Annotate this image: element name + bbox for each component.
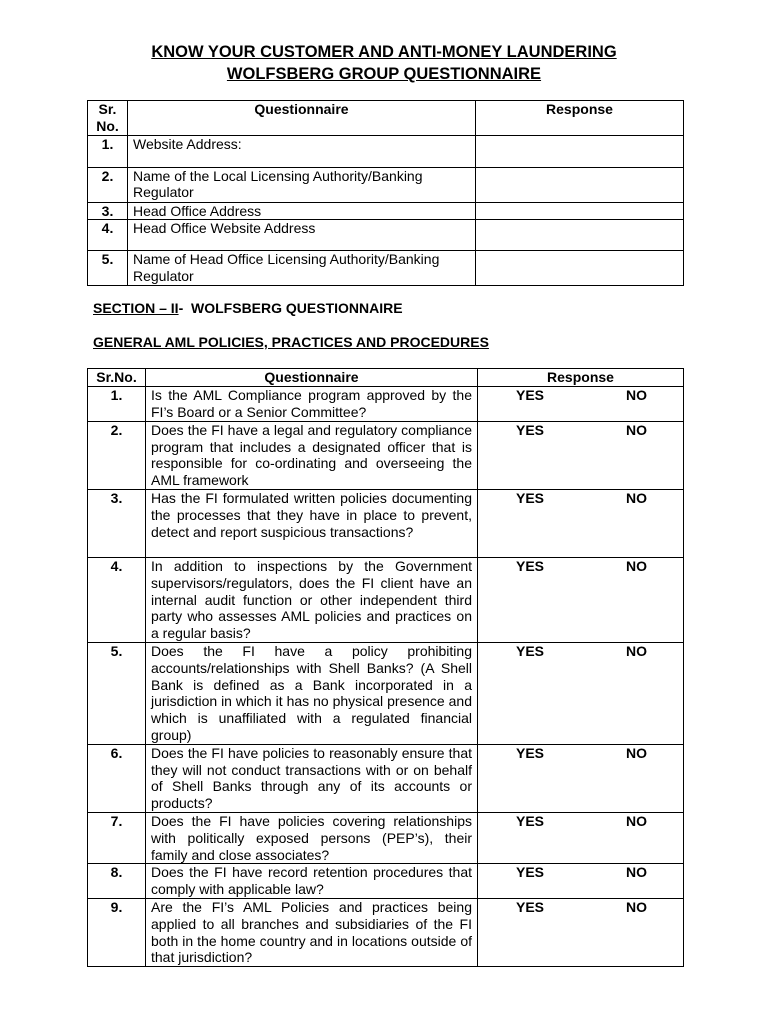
response-cell [478, 642, 684, 744]
row-number: 1. [88, 135, 128, 167]
section-dash: - [178, 300, 192, 316]
response-cell[interactable] [476, 251, 684, 286]
header-response: Response [478, 369, 684, 387]
row-number: 5. [88, 251, 128, 286]
response-cell [478, 864, 684, 899]
no-option[interactable]: NO [626, 421, 647, 438]
no-option[interactable]: NO [626, 898, 647, 915]
section-title: WOLFSBERG QUESTIONNAIRE [191, 300, 403, 316]
aml-questionnaire-table [87, 368, 684, 967]
table-row [88, 812, 684, 863]
row-number: 4. [88, 557, 146, 642]
row-number: 8. [88, 864, 146, 899]
section-label: SECTION – II [93, 300, 179, 316]
row-number: 5. [88, 642, 146, 744]
subsection-heading: GENERAL AML POLICIES, PRACTICES AND PROCEDURES [93, 334, 489, 350]
question-text: Name of Head Office Licensing Authority/Banking Regulator [128, 251, 476, 286]
table-row [88, 898, 684, 966]
table-row [88, 864, 684, 899]
question-text: Head Office Website Address [128, 220, 476, 251]
aml-table-header [88, 369, 684, 387]
no-option[interactable]: NO [626, 812, 647, 829]
no-option[interactable]: NO [626, 744, 647, 761]
response-cell [478, 812, 684, 863]
response-cell [478, 744, 684, 812]
no-option[interactable]: NO [626, 557, 647, 574]
row-number: 3. [88, 489, 146, 557]
table-row [88, 421, 684, 489]
question-text: Is the AML Compliance program approved by the FI’s Board or a Senior Committee? [146, 386, 478, 421]
header-questionnaire: Questionnaire [128, 101, 476, 136]
response-cell[interactable] [476, 202, 684, 220]
question-text: In addition to inspections by the Government supervisors/regulators, does the FI client have an internal audit function or other independent third party who assesses AML policies and practices on a regular basis? [146, 557, 478, 642]
row-number: 7. [88, 812, 146, 863]
header-sr-no: Sr. No. [88, 101, 128, 136]
yes-option[interactable]: YES [516, 557, 545, 574]
question-text: Has the FI formulated written policies documenting the processes that they have in place to prevent, detect and report suspicious transactions? [146, 489, 478, 557]
table-row [88, 135, 684, 167]
row-number: 2. [88, 421, 146, 489]
info-table [87, 100, 684, 286]
question-text: Head Office Address [128, 202, 476, 220]
table-row [88, 220, 684, 251]
response-cell[interactable] [476, 220, 684, 251]
info-table-header [88, 101, 684, 136]
question-text: Does the FI have a policy prohibiting accounts/relationships with Shell Banks? (A Shell Bank is defined as a Bank incorporated in a jurisdiction in which it has no physical presence and which is unaffiliated with a regulated financial group) [146, 642, 478, 744]
header-questionnaire: Questionnaire [146, 369, 478, 387]
response-cell [478, 898, 684, 966]
response-cell [478, 386, 684, 421]
yes-option[interactable]: YES [516, 812, 545, 829]
row-number: 1. [88, 386, 146, 421]
no-option[interactable]: NO [626, 489, 647, 506]
header-response: Response [476, 101, 684, 136]
yes-option[interactable]: YES [516, 421, 545, 438]
yes-option[interactable]: YES [516, 898, 545, 915]
no-option[interactable]: NO [626, 386, 647, 403]
question-text: Website Address: [128, 135, 476, 167]
question-text: Does the FI have record retention procedures that comply with applicable law? [146, 864, 478, 899]
question-text: Are the FI’s AML Policies and practices being applied to all branches and subsidiaries of the FI both in the home country and in locations outside of that jurisdiction? [146, 898, 478, 966]
question-text: Does the FI have a legal and regulatory compliance program that includes a designated officer that is responsible for co-ordinating and overseeing the AML framework [146, 421, 478, 489]
yes-option[interactable]: YES [516, 744, 545, 761]
row-number: 2. [88, 167, 128, 202]
yes-option[interactable]: YES [516, 386, 545, 403]
question-text: Does the FI have policies covering relationships with politically exposed persons (PEP’s), their family and close associates? [146, 812, 478, 863]
question-text: Name of the Local Licensing Authority/Banking Regulator [128, 167, 476, 202]
response-cell [478, 489, 684, 557]
row-number: 3. [88, 202, 128, 220]
question-text: Does the FI have policies to reasonably ensure that they will not conduct transactions with or on behalf of Shell Banks through any of its accounts or products? [146, 744, 478, 812]
no-option[interactable]: NO [626, 642, 647, 659]
document-title-line1: KNOW YOUR CUSTOMER AND ANTI-MONEY LAUNDERING [151, 43, 617, 61]
table-row [88, 202, 684, 220]
yes-option[interactable]: YES [516, 489, 545, 506]
table-row [88, 744, 684, 812]
yes-option[interactable]: YES [516, 642, 545, 659]
table-row [88, 642, 684, 744]
table-row [88, 167, 684, 202]
yes-option[interactable]: YES [516, 864, 545, 881]
header-sr-no: Sr.No. [88, 369, 146, 387]
response-cell[interactable] [476, 135, 684, 167]
row-number: 6. [88, 744, 146, 812]
response-cell[interactable] [476, 167, 684, 202]
document-title-line2: WOLFSBERG GROUP QUESTIONNAIRE [226, 65, 542, 83]
row-number: 4. [88, 220, 128, 251]
table-row [88, 251, 684, 286]
table-row [88, 489, 684, 557]
response-cell [478, 557, 684, 642]
section-heading [93, 300, 403, 317]
no-option[interactable]: NO [626, 864, 647, 881]
response-cell [478, 421, 684, 489]
table-row [88, 386, 684, 421]
table-row [88, 557, 684, 642]
row-number: 9. [88, 898, 146, 966]
